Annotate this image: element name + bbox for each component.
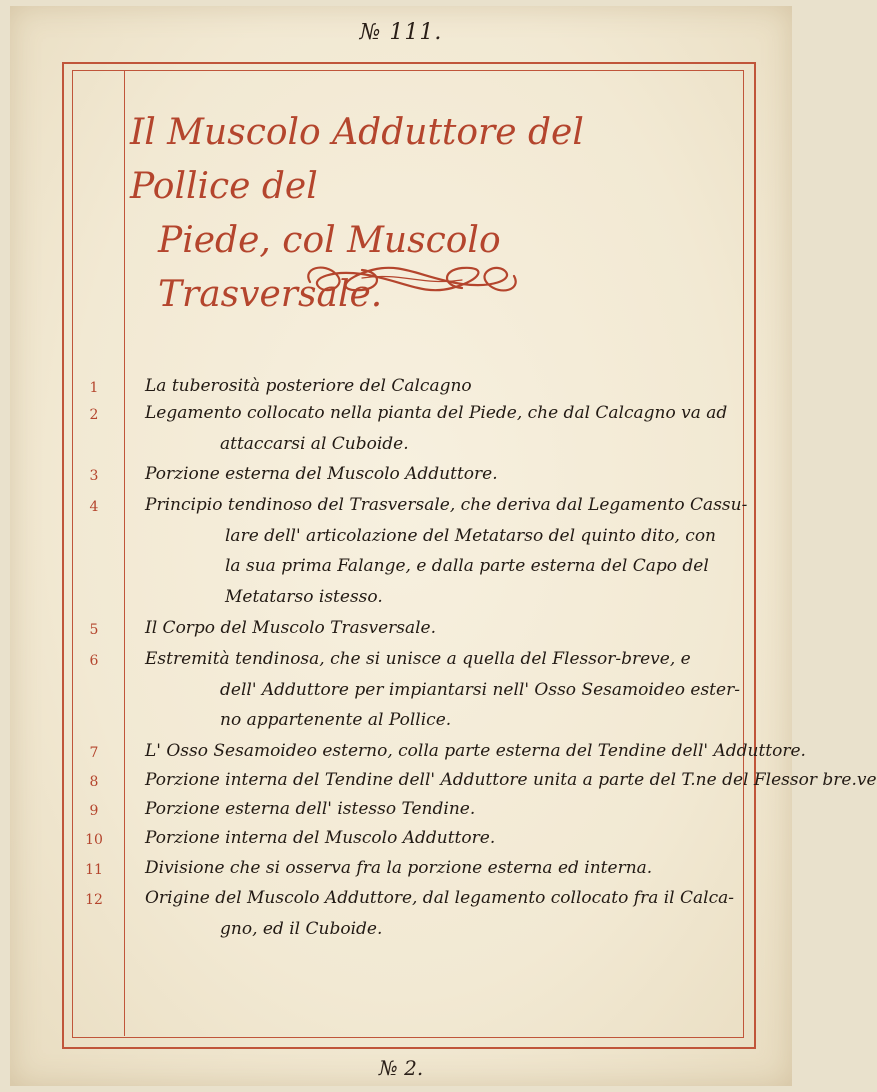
entry-text-line: la sua prima Falange, e dalla parte esterna del Capo del (225, 556, 709, 576)
page-number-bottom: № 2. (378, 1056, 424, 1080)
entry-text-line: L' Osso Sesamoideo esterno, colla parte esterna del Tendine dell' Adduttore. (145, 741, 806, 761)
entry-text-line: Estremità tendinosa, che si unisce a quella del Flessor-breve, e (145, 649, 691, 669)
entry-text-line: La tuberosità posteriore del Calcagno (145, 376, 472, 396)
entry-number: 8 (89, 774, 99, 790)
entry-text-line: Legamento collocato nella pianta del Piede, che dal Calcagno va ad (145, 403, 728, 423)
entry-number: 12 (85, 892, 103, 908)
entry-number: 6 (89, 653, 99, 669)
entry-text-line: no appartenente al Pollice. (220, 710, 452, 730)
entry-text-line: Metatarso istesso. (225, 586, 383, 607)
entry-number: 5 (89, 622, 99, 638)
entry-text-line: Porzione esterna del Muscolo Adduttore. (145, 464, 498, 484)
entry-number: 9 (89, 803, 99, 819)
entry-number: 11 (85, 862, 103, 878)
title-line-1: Il Muscolo Adduttore del Pollice del (130, 112, 584, 207)
entry-number: 3 (89, 468, 99, 484)
entry-number: 4 (89, 499, 99, 515)
entry-text-line: Porzione esterna dell' istesso Tendine. (145, 799, 476, 819)
entry-number: 1 (89, 380, 99, 396)
entry-text-line: Origine del Muscolo Adduttore, dal legamento collocato fra il Calca- (145, 888, 734, 908)
title-line-2: Piede, col Muscolo Trasversale. (158, 220, 501, 315)
numbering-column-rule (124, 70, 125, 1036)
entry-number: 10 (85, 832, 103, 848)
entry-text-line: dell' Adduttore per impiantarsi nell' Osso Sesamoideo ester- (220, 679, 740, 700)
entry-text-line: Il Corpo del Muscolo Trasversale. (145, 618, 437, 638)
entry-text-line: Divisione che si osserva fra la porzione esterna ed interna. (145, 858, 653, 878)
manuscript-page (10, 6, 877, 1086)
entry-text-line: gno, ed il Cuboide. (220, 918, 383, 939)
entry-number: 7 (89, 745, 99, 761)
entry-number: 2 (89, 407, 99, 423)
entry-text-line: attaccarsi al Cuboide. (220, 433, 409, 454)
entry-text-line: Porzione interna del Muscolo Adduttore. (145, 828, 496, 848)
entry-text-line: lare dell' articolazione del Metatarso del quinto dito, con (225, 525, 716, 546)
decorative-flourish-icon (292, 252, 532, 306)
entry-text-line: Porzione interna del Tendine dell' Adduttore unita a parte del T.ne del Flessor bre.ve (145, 770, 877, 790)
entry-text-line: Principio tendinoso del Trasversale, che deriva dal Legamento Cassu- (145, 495, 748, 515)
page-number-top: № 111. (359, 20, 443, 45)
